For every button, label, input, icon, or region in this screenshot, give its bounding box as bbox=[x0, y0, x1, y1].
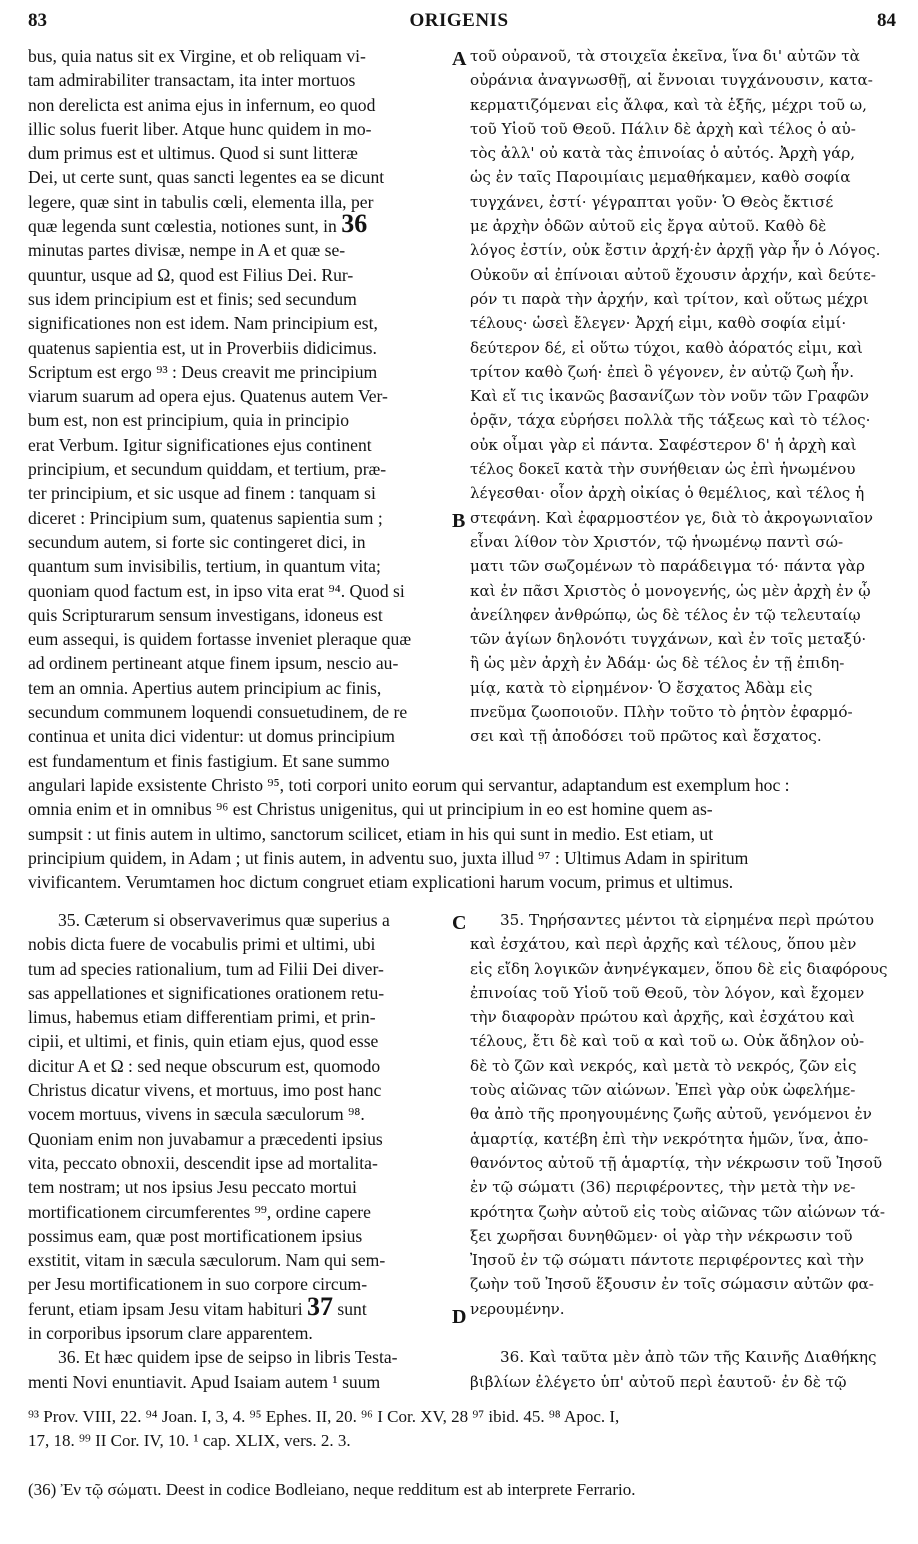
greek-line: ἁμαρτίᾳ, κατέβη ἐπὶ τὴν νεκρότητα ἡμῶν, ἵνα, ἀπο- bbox=[470, 1129, 869, 1148]
latin-line: principium, et secundum quiddam, et tertium, præ- bbox=[28, 459, 387, 480]
latin-line: bum est, non est principium, quia in principio bbox=[28, 410, 350, 431]
latin-line: est fundamentum et finis fastigium. Et sane summo bbox=[28, 750, 390, 771]
page-number-left: 83 bbox=[28, 10, 47, 31]
latin-line: vocem mortuus, vivens in sæcula sæculorum ⁹⁸. bbox=[28, 1104, 365, 1125]
latin-full-line: sumpsit : ut finis autem in ultimo, sanctorum scilicet, etiam in his qui sunt in medio. Est etiam, ut bbox=[28, 823, 714, 844]
greek-line: στεφάνη. Καὶ ἐφαρμοστέον γε, διὰ τὸ ἀκρογωνιαῖον bbox=[470, 508, 873, 527]
latin-line: Quoniam enim non juvabamur a præcedenti ipsius bbox=[28, 1128, 383, 1149]
latin-full-line: angulari lapide exsistente Christo ⁹⁵, toti corpori unito eorum qui servantur, adaptandum est exemplum hoc : bbox=[28, 775, 790, 795]
greek-line: ἀνείληφεν ἀνθρώπῳ, ὡς δὲ τέλος ἐν τῷ τελευταίῳ bbox=[470, 605, 861, 624]
greek-line: ὁρᾷν, τάχα εὑρήσει πολλὰ τῆς τάξεως καὶ τὸ τέλος· bbox=[470, 411, 871, 430]
latin-line: dum primus est et ultimus. Quod si sunt litteræ bbox=[28, 143, 358, 164]
latin-full-line: vivificantem. Verumtamen hoc dictum congruet etiam explicationi harum vocum, primus et ultimus. bbox=[28, 872, 734, 893]
greek-line: λέγεσθαι· οἷον ἀρχὴ οἰκίας ὁ θεμέλιος, καὶ τέλος ἡ bbox=[470, 484, 865, 503]
latin-line: quoniam quod factum est, in ipso vita erat ⁹⁴. Quod si bbox=[28, 580, 405, 601]
latin-line-text: sunt bbox=[337, 1298, 367, 1319]
greek-line: Οὐκοῦν αἱ ἐπίνοιαι αὐτοῦ ἔχουσιν ἀρχήν, καὶ δεύτε- bbox=[470, 265, 876, 284]
greek-line: ξει χωρῆσαι δυνηθῶμεν· οἱ γὰρ τὴν νέκρωσιν τοῦ bbox=[470, 1226, 853, 1245]
margin-marker-b: B bbox=[452, 510, 466, 532]
latin-line: sas appellationes et significationes orationem retu- bbox=[28, 982, 385, 1003]
greek-line bbox=[470, 1321, 900, 1345]
greek-line: εἰς εἴδη λογικῶν ἀνηνέγκαμεν, ὅπου δὲ εἰς διαφόρους bbox=[470, 959, 888, 978]
latin-line: secundum communem loquendi consuetudinem, de re bbox=[28, 702, 408, 723]
latin-line: quuntur, usque ad Ω, quod est Filius Dei. Rur- bbox=[28, 264, 354, 285]
latin-line: dicitur A et Ω : sed neque obscurum est, quomodo bbox=[28, 1055, 381, 1076]
latin-line: nobis dicta fuere de vocabulis primi et ultimi, ubi bbox=[28, 934, 376, 955]
greek-line: βιβλίων ἐλέγετο ὑπ' αὐτοῦ περὶ ἑαυτοῦ· ἐν δὲ τῷ bbox=[470, 1372, 847, 1391]
latin-line: Scriptum est ergo ⁹³ : Deus creavit me principium bbox=[28, 361, 378, 382]
latin-line: vita, peccato obnoxii, descendit ipse ad mortalita- bbox=[28, 1152, 378, 1173]
latin-line: limus, habemus etiam differentiam primi, et prin- bbox=[28, 1007, 376, 1028]
latin-line: in corporibus ipsorum clare apparentem. bbox=[28, 1323, 313, 1344]
latin-line: cipii, et ultimi, et finis, quin etiam ejus, quod esse bbox=[28, 1031, 379, 1052]
latin-line: ad ordinem pertineant atque finem ipsum, nescio au- bbox=[28, 653, 399, 674]
section-number-36: 36 bbox=[341, 214, 368, 239]
greek-line: τρίτον καθὸ ζωή· ἐπεὶ ὃ γέγονεν, ἐν αὐτῷ ζωὴ ἦν. bbox=[470, 362, 855, 381]
latin-column-bottom bbox=[28, 908, 452, 1398]
greek-line: λόγος ἐστίν, οὐκ ἔστιν ἀρχή·ἐν ἀρχῇ γὰρ ἦν ὁ Λόγος. bbox=[470, 241, 881, 260]
latin-line: secundum autem, si forte sic contingeret dici, in bbox=[28, 531, 366, 552]
variant-note: (36) Ἐν τῷ σώματι. Deest in codice Bodleiano, neque redditum est ab interprete Ferrario. bbox=[28, 1480, 636, 1499]
greek-line: τοῦ Υἱοῦ τοῦ Θεοῦ. Πάλιν δὲ ἀρχὴ καὶ τέλος ὁ αὐ- bbox=[470, 119, 856, 138]
latin-line: sus idem principium est et finis; sed secundum bbox=[28, 288, 357, 309]
greek-line: τέλος δοκεῖ κατὰ τὴν συνήθειαν ὡς ἐπὶ ἡνωμένου bbox=[470, 460, 856, 479]
greek-column-top bbox=[470, 44, 900, 754]
latin-line: Dei, ut certe sunt, quas sancti legentes ea se dicunt bbox=[28, 167, 385, 188]
greek-line: Ἰησοῦ ἐν τῷ σώματι πάντοτε περιφέροντες καὶ τὴν bbox=[470, 1251, 864, 1270]
latin-line: viarum suarum ad opera ejus. Quatenus autem Ver- bbox=[28, 386, 388, 407]
latin-line: non derelicta est anima ejus in infernum, eo quod bbox=[28, 94, 376, 115]
greek-line: κερματιζόμεναι εἰς ἄλφα, καὶ τὰ ἑξῆς, μέχρι τοῦ ω, bbox=[470, 95, 868, 114]
greek-line: ὡς ἐν ταῖς Παροιμίαις μεμαθήκαμεν, καθὸ σοφία bbox=[470, 168, 851, 187]
latin-line bbox=[28, 214, 452, 238]
running-header bbox=[0, 6, 918, 40]
greek-line: δεύτερον δέ, εἰ οὕτω τύχοι, καθὸ ἀόρατός εἰμι, καὶ bbox=[470, 338, 863, 357]
section-number-37: 37 bbox=[307, 1296, 333, 1321]
greek-line: τυγχάνει, ἐστί· γέγραπται γοῦν· Ὁ Θεὸς ἔκτισέ bbox=[470, 192, 834, 211]
greek-line: ἢ ὡς μὲν ἀρχὴ ἐν Ἀδάμ· ὡς δὲ τέλος ἐν τῇ ἐπιδη- bbox=[470, 654, 845, 673]
greek-line: τῶν ἁγίων δηλονότι τυγχάνων, καὶ ἐν τοῖς μεταξύ· bbox=[470, 630, 867, 649]
greek-line: ματι τῶν σωζομένων τὸ παράδειγμα τό· πάντα γὰρ bbox=[470, 557, 865, 576]
greek-line: τοὺς αἰῶνας τῶν αἰώνων. Ἐπεὶ γὰρ οὐκ ὠφελήμε- bbox=[470, 1081, 856, 1100]
footnote-line: 17, 18. ⁹⁹ II Cor. IV, 10. ¹ cap. XLIX, vers. 2. 3. bbox=[28, 1431, 351, 1450]
greek-line: δὲ τὸ ζῶν καὶ νεκρός, καὶ μετὰ τὸ νεκρός, ζῶν εἰς bbox=[470, 1056, 857, 1075]
latin-line: quantum sum invisibilis, tertium, in quantum vita; bbox=[28, 556, 381, 577]
greek-line: θανόντος αὐτοῦ τῇ ἁμαρτίᾳ, τὴν νέκρωσιν τοῦ Ἰησοῦ bbox=[470, 1153, 883, 1172]
greek-line: ρόν τι παρὰ τὴν ἀρχήν, καὶ τρίτον, καὶ οὕτως μέχρι bbox=[470, 289, 869, 308]
latin-line-text: ferunt, etiam ipsam Jesu vitam habituri bbox=[28, 1298, 303, 1319]
latin-line: diceret : Principium sum, quatenus sapientia sum ; bbox=[28, 507, 383, 528]
latin-line: 36. Et hæc quidem ipse de seipso in libris Testa- bbox=[58, 1347, 398, 1368]
greek-line: καὶ ἐσχάτου, καὶ περὶ ἀρχῆς καὶ τέλους, ὅπου μὲν bbox=[470, 935, 857, 954]
greek-line: 36. Καὶ ταῦτα μὲν ἀπὸ τῶν τῆς Καινῆς Διαθήκης bbox=[500, 1348, 877, 1367]
footnote-line: ⁹³ Prov. VIII, 22. ⁹⁴ Joan. I, 3, 4. ⁹⁵ Ephes. II, 20. ⁹⁶ I Cor. XV, 28 ⁹⁷ ibid. 45. ⁹⁸ Apoc. I, bbox=[28, 1407, 620, 1426]
greek-line: ἐπινοίας τοῦ Υἱοῦ τοῦ Θεοῦ, τὸν λόγον, καὶ ἔχομεν bbox=[470, 983, 865, 1002]
latin-line: illic solus fuerit liber. Atque hunc quidem in mo- bbox=[28, 118, 372, 139]
latin-line: legere, quæ sint in tabulis cœli, elementa illa, per bbox=[28, 191, 374, 212]
latin-line: tum ad species rationalium, tum ad Filii Dei diver- bbox=[28, 958, 384, 979]
greek-line: τέλους, ἔτι δὲ καὶ τοῦ α καὶ τοῦ ω. Οὐκ ἄδηλον οὐ- bbox=[470, 1032, 865, 1051]
latin-line: erat Verbum. Igitur significationes ejus continent bbox=[28, 434, 372, 455]
margin-marker-a: A bbox=[452, 48, 467, 70]
latin-line: exstitit, vitam in sæcula sæculorum. Nam qui sem- bbox=[28, 1250, 386, 1271]
latin-full-width bbox=[28, 773, 900, 898]
greek-line: Καὶ εἴ τις ἱκανῶς βασανίζων τὸν νοῦν τῶν Γραφῶν bbox=[470, 387, 869, 406]
latin-line: possimus eam, quæ post mortificationem ipsius bbox=[28, 1225, 363, 1246]
greek-line: οὐκ οἶμαι γὰρ εἰ πάντα. Σαφέστερον δ' ἡ ἀρχὴ καὶ bbox=[470, 435, 857, 454]
greek-line: πνεῦμα ζωοποιοῦν. Πλὴν τοῦτο τὸ ῥητὸν ἐφαρμό- bbox=[470, 703, 853, 722]
greek-line: μίᾳ, κατὰ τὸ εἰρημένον· Ὁ ἔσχατος Ἀδὰμ εἰς bbox=[470, 678, 813, 697]
greek-line: τοῦ οὐρανοῦ, τὰ στοιχεῖα ἐκεῖνα, ἵνα δι' αὐτῶν τὰ bbox=[470, 47, 860, 65]
latin-line: continua et unita dici videntur: ut domus principium bbox=[28, 726, 395, 747]
greek-line: κρότητα ζωὴν αὐτοῦ εἰς τοὺς αἰῶνας τῶν αἰώνων τά- bbox=[470, 1202, 886, 1221]
margin-marker-c: C bbox=[452, 912, 467, 934]
latin-line-text: quæ legenda sunt cœlestia, notiones sunt, in bbox=[28, 216, 337, 237]
latin-line: minutas partes divisæ, nempe in A et quæ se- bbox=[28, 240, 346, 261]
greek-line: με ἀρχὴν ὁδῶν αὐτοῦ εἰς ἔργα αὐτοῦ. Καθὸ δὲ bbox=[470, 217, 827, 236]
greek-line: τὸς ἀλλ' οὐ κατὰ τὰς ἐπινοίας ὁ αὐτός. Ἀρχὴ γάρ, bbox=[470, 144, 856, 163]
latin-line: Christus dicatur vivens, et mortuus, imo post hanc bbox=[28, 1080, 382, 1101]
margin-marker-d: D bbox=[452, 1306, 467, 1328]
greek-line: τὴν διαφορὰν πρώτου καὶ ἀρχῆς, καὶ ἐσχάτου καὶ bbox=[470, 1008, 855, 1027]
latin-line: eum assequi, is quidem fortasse inveniet pleraque quæ bbox=[28, 629, 412, 650]
latin-line: quatenus sapientia est, ut in Proverbiis didicimus. bbox=[28, 337, 377, 358]
latin-line: quis Scripturarum sensum investigans, idoneus est bbox=[28, 604, 383, 625]
greek-line: θα ἀπὸ τῆς προηγουμένης ζωῆς αὐτοῦ, γενόμενοι ἐν bbox=[470, 1105, 872, 1124]
greek-line: 35. Τηρήσαντες μέντοι τὰ εἰρημένα περὶ πρώτου bbox=[500, 911, 875, 929]
latin-line: ter principium, et sic usque ad finem : tanquam si bbox=[28, 483, 376, 504]
latin-line: 35. Cæterum si observaverimus quæ superius a bbox=[58, 910, 390, 930]
greek-line: ἐν τῷ σώματι (36) περιφέροντες, τὴν μετὰ τὴν νε- bbox=[470, 1178, 856, 1197]
footnotes bbox=[28, 1405, 900, 1453]
latin-line: tam admirabiliter transactam, ita inter mortuos bbox=[28, 70, 356, 91]
latin-line: tem nostram; ut nos ipsius Jesu peccato mortui bbox=[28, 1177, 357, 1198]
latin-full-line: principium quidem, in Adam ; ut finis autem, in adventu suo, juxta illud ⁹⁷ : Ultimus Adam in spiritum bbox=[28, 847, 749, 868]
running-title: ORIGENIS bbox=[409, 10, 509, 31]
latin-line: menti Novi enuntiavit. Apud Isaiam autem ¹ suum bbox=[28, 1371, 381, 1392]
latin-line: mortificationem circumferentes ⁹⁹, ordine capere bbox=[28, 1201, 371, 1222]
greek-line: σει καὶ τῇ ἀποδόσει τοῦ πρῶτος καὶ ἔσχατος. bbox=[470, 727, 822, 746]
latin-line: significationes non est idem. Nam principium est, bbox=[28, 313, 378, 334]
latin-full-line: omnia enim et in omnibus ⁹⁶ est Christus unigenitus, qui ut principium in eo est homine quem as- bbox=[28, 799, 713, 820]
greek-line: ζωὴν τοῦ Ἰησοῦ ἕξουσιν ἐν τοῖς σώμασιν αὐτῶν φα- bbox=[470, 1275, 874, 1294]
greek-line: οὐράνια ἀναγνωσθῇ, αἱ ἔννοιαι τυγχάνουσιν, κατα- bbox=[470, 71, 873, 90]
latin-column-top bbox=[28, 44, 452, 779]
greek-line: καὶ ἐν πᾶσι Χριστὸς ὁ μονογενής, ὡς μὲν ἀρχὴ ἐν ᾧ bbox=[470, 581, 871, 600]
greek-column-bottom bbox=[470, 908, 900, 1398]
latin-line: bus, quia natus sit ex Virgine, et ob reliquam vi- bbox=[28, 46, 366, 66]
latin-line: per Jesu mortificationem in suo corpore circum- bbox=[28, 1274, 368, 1295]
page-number-right: 84 bbox=[877, 10, 896, 31]
latin-line: tem an omnia. Apertius autem principium ac finis, bbox=[28, 677, 382, 698]
greek-line: νερουμένην. bbox=[470, 1299, 565, 1318]
greek-line: εἶναι λίθον τὸν Χριστόν, τῷ ἡνωμένῳ παντὶ σώ- bbox=[470, 532, 844, 551]
greek-line: τέλους· ὡσεὶ ἔλεγεν· Ἀρχή εἰμι, καθὸ σοφία εἰμί· bbox=[470, 314, 847, 333]
latin-line bbox=[28, 1297, 452, 1321]
